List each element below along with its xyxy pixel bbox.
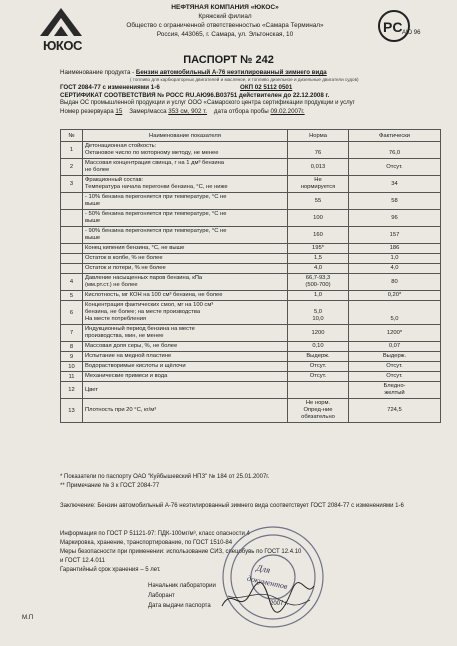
product-name: Бензин автомобильный А-76 неэтилированный зимнего вида [135,69,327,76]
row-number-text: 1 [69,147,74,153]
row-number [61,325,83,342]
row-parameter-name [83,227,288,244]
table-row [61,264,441,274]
row-parameter-name-line: Индукционный период бензина на месте [85,326,195,332]
row-actual-line: 76,0 [388,150,401,156]
row-number [61,244,83,254]
row-actual [349,210,441,227]
product-issued: Выдан ОС промышленной продукции и услуг ООО «Самарского центра сертификации продукции и услуг [60,100,355,106]
row-norm [288,399,349,423]
row-actual-line: 34 [391,180,398,187]
row-number-text: 9 [69,353,74,360]
row-norm [288,291,349,301]
row-norm-line: (500-700) [305,282,331,288]
info-line-3: Меры безопасности при применении: использование СИЗ, спецобувь по ГОСТ 12.4.10 [60,549,302,555]
col-header-number: № [61,130,83,142]
table-row [61,352,441,362]
row-parameter-name-line: Остаток в колбе, % не более [85,255,163,261]
row-actual-line: Отсут. [386,363,403,369]
row-number [61,142,83,159]
row-number [61,372,83,382]
mass-value: 353 см, 902 т. [168,108,208,115]
table-row [61,254,441,264]
row-norm-line: Выдерж. [306,353,330,359]
row-number-text: 6 [69,309,74,316]
row-norm-line: обязательно [301,414,335,420]
row-parameter-name-line: Фракционный состав: [85,177,144,183]
row-parameter-name-line: Октановое число по моторному методу, не менее [85,150,219,156]
row-parameter-name-line: Массовая концентрация свинца, г на 1 дм³ бензина [85,160,224,166]
row-parameter-name [83,159,288,176]
row-norm [288,142,349,159]
lab-assistant-label: Лаборант [148,593,175,599]
row-parameter-name [83,176,288,193]
date-label: дата отбора пробы [213,108,269,115]
product-label: Наименование продукта - [60,69,135,76]
table-row [61,274,441,291]
row-norm-line: Не [314,177,322,183]
row-actual-line: 157 [389,231,400,238]
info-line-2: Маркировка, хранение, транспортирование, по ГОСТ 1510-84 [60,540,233,546]
col-header-actual: Фактически [349,130,441,142]
row-norm-line: 55 [314,197,322,204]
row-parameter-name-line: бензина, не более; на месте производства [85,309,201,315]
row-parameter-name-line: выше [85,235,101,241]
table-row [61,291,441,301]
row-parameter-name [83,352,288,362]
row-parameter-name [83,382,288,399]
row-number-text: 12 [68,387,75,393]
info-line-5: Гарантийный срок хранения – 5 лет. [60,567,161,573]
row-parameter-name-line: Детонационная стойкость: [85,143,157,149]
row-number-text: 7 [69,330,74,336]
logo-text: ЮКОС [43,38,82,53]
product-gost: ГОСТ 2084-77 с изменениями 1-6 [60,84,160,91]
row-number [61,342,83,352]
row-parameter-name-line: Массовая доля серы, %, не более [85,343,178,349]
row-number-text: 13 [68,407,75,414]
row-norm-line: 100 [313,214,323,221]
row-number [61,193,83,210]
page-title: ПАСПОРТ № 242 [183,54,274,66]
row-parameter-name [83,210,288,227]
sample-line [60,108,305,115]
table-row [61,244,441,254]
table-row [61,142,441,159]
row-parameter-name-line: - 90% бензина перегоняется при температуре, °C не [85,228,227,234]
row-number [61,274,83,291]
table-header-row [61,130,441,142]
issue-date-value: 2007 г. [270,601,289,607]
row-parameter-name-line: Температура начала перегонки бензина, °C, не ниже [85,184,228,190]
table-row [61,342,441,352]
row-parameter-name [83,274,288,291]
row-actual-line: желтый [384,390,405,396]
row-number-text: 4 [69,279,74,285]
conclusion: Заключение: Бензин автомобильный А-76 неэтилированный зимнего вида соответствует ГОСТ 2084-77 с изменениями 1-6 [60,503,404,509]
row-norm-line: 76 [314,150,322,156]
row-number [61,254,83,264]
mass-label: Замер/масса [129,108,167,115]
row-parameter-name [83,362,288,372]
row-actual-line: Выдерж. [382,353,407,359]
row-actual-line [351,302,438,309]
product-certificate: СЕРТИФИКАТ СООТВЕТСТВИЯ № РОСС RU.АЮ96.В03751 действителен до 22.12.2008 г. [60,92,330,99]
row-norm-line: Отсут. [309,373,327,379]
row-actual [349,342,441,352]
row-norm [288,193,349,210]
row-norm [288,244,349,254]
row-number [61,362,83,372]
company-name: НЕФТЯНАЯ КОМПАНИЯ «ЮКОС» [171,4,279,11]
row-norm-line: 160 [313,231,323,238]
row-parameter-name [83,325,288,342]
row-number-text: 11 [68,373,75,380]
row-actual-line [351,309,438,316]
row-actual-line: 58 [391,197,398,204]
parameters-table [60,129,441,423]
row-number [61,159,83,176]
row-norm [288,301,349,325]
row-actual [349,159,441,176]
row-actual-line: 724,5 [387,407,402,413]
row-actual-line: 96 [391,214,398,221]
row-parameter-name-line: выше [85,201,101,207]
row-norm [288,210,349,227]
row-norm [288,342,349,352]
row-parameter-name-line: Конец кипения бензина, °C, не выше [85,245,185,251]
row-norm-line: 4,0 [313,265,323,271]
row-actual [349,325,441,342]
row-norm [288,254,349,264]
tank-label: Номер резервуара [60,108,114,115]
row-norm [288,264,349,274]
row-norm-line: 10,0 [312,316,324,322]
table-row [61,193,441,210]
row-norm-line: нормируется [300,184,336,190]
row-parameter-name [83,254,288,264]
row-number [61,301,83,325]
table-row [61,382,441,399]
product-note: ( топливо для карбюраторных двигателей и масляное, и топливо дизельное и дизельные двигатели судов) [130,77,359,82]
row-parameter-name-line: Плотность при 20 °C, кг/м³ [85,407,157,413]
row-number-text: 10 [68,363,75,370]
row-parameter-name-line: производства, мин, не менее [85,333,164,339]
row-actual-line: Бледно- [383,383,406,389]
row-actual-line: Отсут. [386,163,403,170]
col-header-norm: Норма [288,130,349,142]
row-norm-line: 5,0 [313,309,323,315]
row-actual [349,142,441,159]
row-parameter-name-line: Цвет [85,386,98,393]
row-norm [288,352,349,362]
row-parameter-name-line: не более [85,167,110,173]
row-norm [288,176,349,193]
issue-date-label: Дата выдачи паспорта [148,603,211,609]
row-actual-line: Отсут. [386,373,403,379]
row-norm-line: 1,5 [313,255,323,261]
row-parameter-name [83,291,288,301]
svg-text:Для: Для [255,562,272,576]
row-actual [349,244,441,254]
row-actual [349,352,441,362]
row-number [61,176,83,193]
svg-text:PC: PC [383,19,403,35]
row-actual-line: 0,07 [388,343,401,349]
row-norm-line [290,143,346,150]
row-actual-line: 5,0 [390,316,399,322]
row-number [61,291,83,301]
table-row [61,301,441,325]
row-number-text: 8 [69,343,74,350]
row-norm-line [290,387,346,394]
row-number-text: 5 [69,292,74,299]
row-parameter-name-line: Остаток и потери, % не более [85,265,166,271]
row-norm-line: Не норм. [305,400,331,406]
row-parameter-name-line: Испытание на медной пластине [85,353,172,359]
row-actual-line: 4,0 [390,265,399,271]
row-norm [288,227,349,244]
row-actual-line: 186 [389,245,400,251]
table-row [61,159,441,176]
tank-value: 15 [115,108,123,115]
row-parameter-name-line: (мм.рт.ст.) не более [85,282,138,288]
row-number-text: 3 [69,181,74,187]
row-parameter-name [83,193,288,210]
row-actual [349,301,441,325]
seal-place-label: М.П [22,614,34,621]
row-parameter-name-line: - 50% бензина перегоняется при температуре, °C не [85,211,227,217]
row-actual-line: 1200* [386,329,403,336]
row-actual [349,193,441,210]
row-norm [288,325,349,342]
row-actual [349,382,441,399]
table-row [61,210,441,227]
row-number-text: 2 [69,164,74,170]
table-row [61,399,441,423]
row-actual-line [351,143,438,150]
row-number [61,382,83,399]
row-parameter-name [83,372,288,382]
row-number [61,264,83,274]
row-actual [349,176,441,193]
row-number [61,399,83,423]
row-norm-line: Отсут. [309,363,327,369]
row-parameter-name [83,142,288,159]
info-line-1: Информация по ГОСТ Р 51121-97: ПДК-100мг/м³, класс опасности 4 [60,531,250,537]
row-number [61,352,83,362]
row-actual [349,291,441,301]
row-norm [288,382,349,399]
row-parameter-name [83,399,288,423]
row-norm-line: 66,7-93,3 [305,275,331,281]
row-actual [349,264,441,274]
row-actual [349,372,441,382]
row-parameter-name [83,301,288,325]
row-actual [349,399,441,423]
row-parameter-name-line: Водорастворимые кислоты и щёлочи [85,363,186,369]
row-parameter-name [83,244,288,254]
table-row [61,325,441,342]
row-actual [349,362,441,372]
row-norm-line: 0,10 [312,343,324,349]
row-parameter-name-line: - 10% бензина перегоняется при температуре, °C не [85,194,227,200]
product-okp: ОКП 02 5112 0501 [240,84,293,91]
row-norm-line: Опред-ние [303,407,333,413]
row-norm [288,159,349,176]
row-number [61,210,83,227]
row-norm [288,372,349,382]
table-row [61,362,441,372]
row-norm-line [290,302,346,309]
table-row [61,372,441,382]
row-parameter-name-line: Давление насыщенных паров бензина, кПа [85,275,203,281]
col-header-name: Наименование показателя [83,130,288,142]
row-actual [349,227,441,244]
row-parameter-name-line: Концентрация фактических смол, мг на 100 см³ [85,302,214,308]
footnote-2: ** Примечание № 3 к ГОСТ 2084-77 [60,483,160,489]
row-parameter-name-line: Механические примеси и вода [85,373,168,379]
row-parameter-name [83,264,288,274]
signature-icon [218,573,318,618]
row-norm [288,274,349,291]
date-value: 09.02.2007г. [270,108,305,115]
row-actual-line: 0,20* [387,292,402,298]
row-norm [288,362,349,372]
org-name: Общество с ограниченной ответственностью «Самара Терминал» [126,22,324,29]
info-line-4: и ГОСТ 12.4.011 [60,558,105,564]
row-actual [349,274,441,291]
org-address: Россия, 443065, г. Самара, ул. Эльтонская, 10 [156,31,294,38]
svg-text:документов: документов [246,573,289,592]
row-norm-line: 195* [312,245,324,251]
row-actual [349,254,441,264]
table-row [61,227,441,244]
row-parameter-name-line: На месте потребления [85,316,147,322]
cert-mark-code: АЮ 96 [402,30,421,36]
row-norm-line: 1200 [311,329,325,336]
row-parameter-name-line: выше [85,218,101,224]
row-actual-line: 80 [391,278,398,285]
row-norm-line: 1,0 [313,292,323,298]
product-line [60,69,327,76]
row-number [61,227,83,244]
row-actual-line: 1,0 [390,255,399,261]
row-parameter-name [83,342,288,352]
branch-name: Кряжский филиал [198,13,252,20]
lab-head-label: Начальник лаборатории [148,583,216,589]
row-norm-line: 0,013 [310,163,326,170]
footnote-1: * Показатели по паспорту ОАО "Куйбышевский НПЗ" № 184 от 25.01.2007г. [60,474,270,480]
row-parameter-name-line: Кислотность, мг КОН на 100 см³ бензина, не более [85,292,223,298]
table-row [61,176,441,193]
